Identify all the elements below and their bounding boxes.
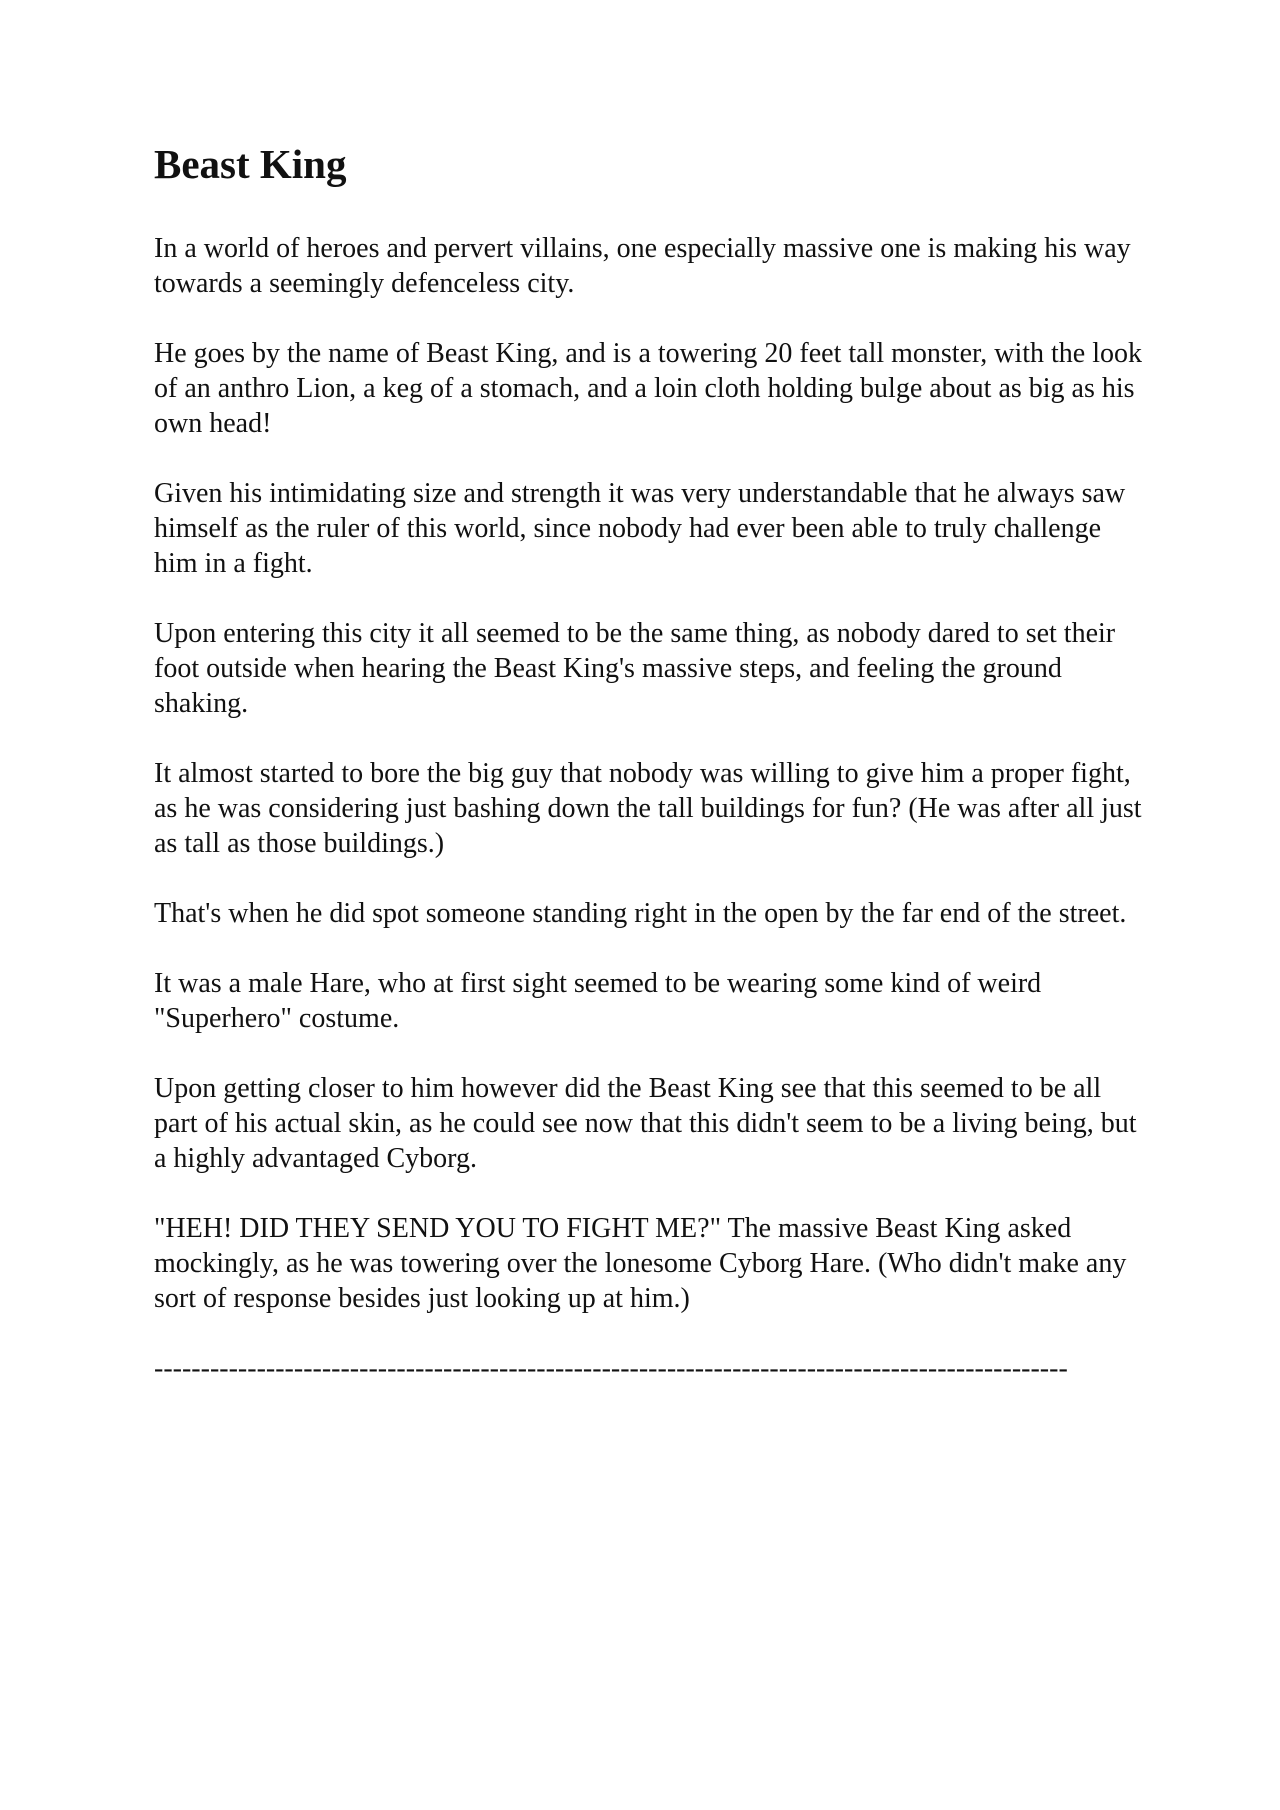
paragraph: Upon getting closer to him however did the Beast King see that this seemed to be all part of his actual skin, as he could see now that this didn't seem to be a living being, but a highly advantaged Cyborg. xyxy=(154,1073,1137,1175)
paragraph: Upon entering this city it all seemed to be the same thing, as nobody dared to set their foot outside when hearing the Beast King's massive steps, and feeling the ground shaking. xyxy=(154,618,1116,720)
separator-line: -------------------------------------------------------------------------------------------------- xyxy=(154,1353,1068,1385)
paragraph: Given his intimidating size and strength it was very understandable that he always saw himself as the ruler of this world, since nobody had ever been able to truly challenge him in a fight. xyxy=(154,478,1126,580)
paragraph: It was a male Hare, who at first sight seemed to be wearing some kind of weird "Superhero" costume. xyxy=(154,968,1042,1035)
paragraph: That's when he did spot someone standing right in the open by the far end of the street. xyxy=(154,898,1127,930)
paragraph: It almost started to bore the big guy that nobody was willing to give him a proper fight, as he was considering just bashing down the tall buildings for fun? (He was after all just as tall as those buildings.) xyxy=(154,758,1142,860)
paragraph: In a world of heroes and pervert villains, one especially massive one is making his way towards a seemingly defenceless city. xyxy=(154,233,1131,300)
document-page xyxy=(154,140,1144,1386)
paragraph: "HEH! DID THEY SEND YOU TO FIGHT ME?" The massive Beast King asked mockingly, as he was towering over the lonesome Cyborg Hare. (Who didn't make any sort of response besides just looking up at him.) xyxy=(154,1213,1127,1315)
document-title: Beast King xyxy=(154,141,347,187)
paragraph: He goes by the name of Beast King, and is a towering 20 feet tall monster, with the look of an anthro Lion, a keg of a stomach, and a loin cloth holding bulge about as big as his own head! xyxy=(154,338,1142,440)
